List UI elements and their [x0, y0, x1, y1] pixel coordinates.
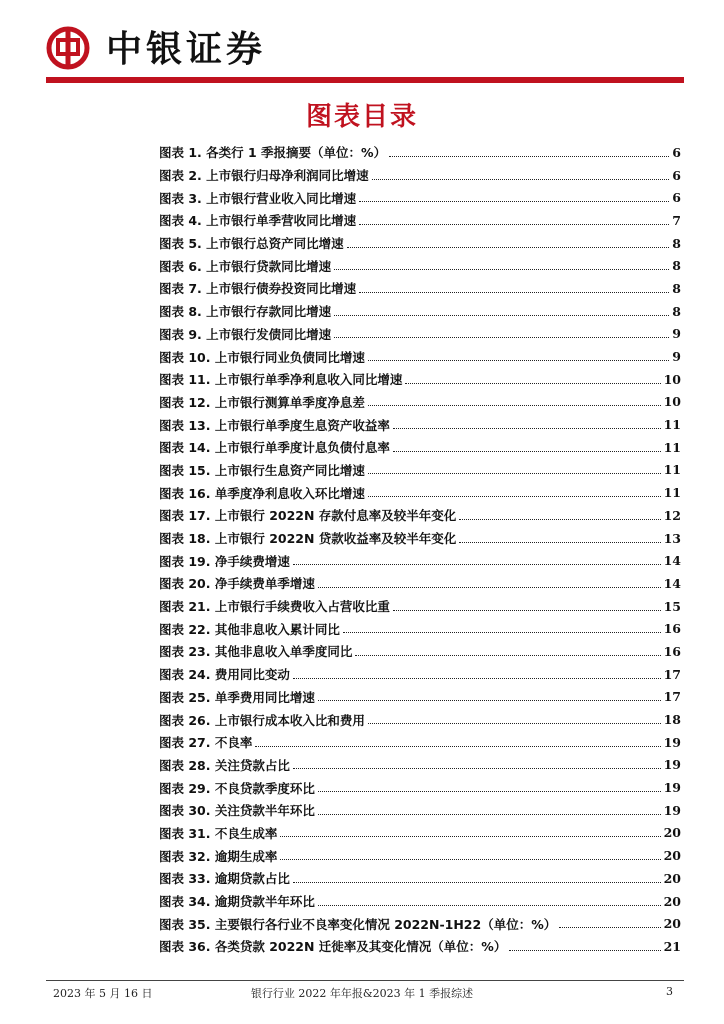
- toc-entry[interactable]: [159, 504, 681, 527]
- footer-page-number: 3: [666, 985, 673, 998]
- toc-entry-page: 20: [663, 825, 681, 841]
- page-header: [46, 26, 686, 82]
- toc-entry-page: 10: [663, 394, 681, 410]
- toc-entry[interactable]: [159, 686, 681, 709]
- toc-leader-dots: [368, 496, 661, 497]
- toc-entry-page: 11: [663, 417, 681, 433]
- toc-entry-page: 6: [672, 190, 681, 206]
- toc-entry-label: 图表 8. 上市银行存款同比增速: [159, 304, 332, 320]
- toc-leader-dots: [293, 768, 661, 769]
- page-title: 图表目录: [305, 102, 418, 132]
- toc-entry-page: 8: [672, 258, 681, 274]
- toc-entry[interactable]: [159, 391, 681, 414]
- toc-entry-label: 图表 2. 上市银行归母净利润同比增速: [159, 168, 369, 184]
- toc-entry[interactable]: [159, 186, 681, 209]
- toc-entry-page: 11: [663, 462, 681, 478]
- toc-entry-page: 8: [672, 303, 681, 319]
- toc-entry-page: 20: [663, 916, 681, 932]
- toc-leader-dots: [405, 383, 660, 384]
- toc-leader-dots: [393, 451, 661, 452]
- toc-entry-label: 图表 28. 关注贷款占比: [159, 757, 290, 773]
- toc-entry-label: 图表 30. 关注贷款半年环比: [159, 803, 315, 819]
- toc-entry-label: 图表 11. 上市银行单季净利息收入同比增速: [159, 372, 403, 388]
- toc-entry-label: 图表 17. 上市银行 2022N 存款付息率及较半年变化: [159, 508, 457, 524]
- toc-leader-dots: [293, 882, 661, 883]
- toc-leader-dots: [334, 337, 669, 338]
- toc-entry-label: 图表 34. 逾期贷款半年环比: [159, 894, 315, 910]
- toc-leader-dots: [359, 292, 669, 293]
- toc-leader-dots: [368, 723, 661, 724]
- toc-leader-dots: [334, 315, 669, 316]
- toc-entry-page: 17: [663, 689, 681, 705]
- toc-entry-label: 图表 33. 逾期贷款占比: [159, 871, 290, 887]
- toc-entry[interactable]: [159, 617, 681, 640]
- toc-leader-dots: [318, 700, 661, 701]
- toc-entry[interactable]: [159, 708, 681, 731]
- toc-leader-dots: [372, 179, 670, 180]
- toc-entry[interactable]: [159, 345, 681, 368]
- toc-leader-dots: [280, 836, 660, 837]
- toc-entry-page: 12: [663, 507, 681, 523]
- toc-entry-page: 9: [672, 326, 681, 342]
- toc-leader-dots: [459, 519, 660, 520]
- toc-entry-page: 7: [672, 212, 681, 228]
- toc-entry-label: 图表 1. 各类行 1 季报摘要（单位：%）: [159, 145, 387, 161]
- toc-entry-page: 14: [663, 575, 681, 591]
- toc-entry[interactable]: [159, 776, 681, 799]
- toc-leader-dots: [318, 814, 661, 815]
- toc-entry[interactable]: [159, 595, 681, 618]
- toc-leader-dots: [280, 859, 660, 860]
- toc-entry[interactable]: [159, 323, 681, 346]
- toc-entry[interactable]: [159, 254, 681, 277]
- toc-entry-page: 19: [663, 802, 681, 818]
- toc-entry-page: 21: [663, 938, 681, 954]
- toc-leader-dots: [318, 587, 661, 588]
- toc-leader-dots: [318, 905, 661, 906]
- toc-entry-label: 图表 6. 上市银行贷款同比增速: [159, 258, 332, 274]
- toc-entry-label: 图表 24. 费用同比变动: [159, 667, 290, 683]
- toc-entry-page: 8: [672, 280, 681, 296]
- toc-entry-label: 图表 9. 上市银行发债同比增速: [159, 326, 332, 342]
- toc-leader-dots: [255, 746, 660, 747]
- toc-entry[interactable]: [159, 799, 681, 822]
- header-divider: [46, 77, 684, 83]
- toc-entry-label: 图表 12. 上市银行测算单季度净息差: [159, 394, 365, 410]
- toc-entry-page: 10: [663, 371, 681, 387]
- toc-entry-label: 图表 15. 上市银行生息资产同比增速: [159, 462, 365, 478]
- toc-entry-label: 图表 5. 上市银行总资产同比增速: [159, 236, 344, 252]
- toc-entry[interactable]: [159, 822, 681, 845]
- toc-entry-label: 图表 22. 其他非息收入累计同比: [159, 621, 340, 637]
- toc-entry-page: 19: [663, 734, 681, 750]
- toc-leader-dots: [293, 678, 661, 679]
- bank-of-china-logo-icon: [46, 26, 90, 70]
- toc-entry[interactable]: [159, 640, 681, 663]
- toc-leader-dots: [355, 655, 660, 656]
- toc-leader-dots: [459, 542, 660, 543]
- toc-entry-page: 15: [663, 598, 681, 614]
- toc-entry[interactable]: [159, 890, 681, 913]
- toc-leader-dots: [368, 405, 661, 406]
- toc-entry-label: 图表 4. 上市银行单季营收同比增速: [159, 213, 357, 229]
- toc-leader-dots: [359, 224, 669, 225]
- toc-entry-label: 图表 3. 上市银行营业收入同比增速: [159, 190, 357, 206]
- toc-entry-page: 18: [663, 712, 681, 728]
- toc-entry-page: 9: [672, 349, 681, 365]
- toc-leader-dots: [389, 156, 669, 157]
- toc-entry-page: 13: [663, 530, 681, 546]
- toc-entry-page: 20: [663, 870, 681, 886]
- toc-entry-page: 19: [663, 757, 681, 773]
- toc-entry[interactable]: [159, 663, 681, 686]
- toc-entry-label: 图表 10. 上市银行同业负债同比增速: [159, 349, 365, 365]
- toc-entry-label: 图表 20. 净手续费单季增速: [159, 576, 315, 592]
- toc-entry-page: 17: [663, 666, 681, 682]
- toc-entry-label: 图表 31. 不良生成率: [159, 825, 278, 841]
- toc-entry-label: 图表 18. 上市银行 2022N 贷款收益率及较半年变化: [159, 531, 457, 547]
- toc-entry[interactable]: [159, 413, 681, 436]
- toc-entry[interactable]: [159, 300, 681, 323]
- toc-leader-dots: [509, 950, 660, 951]
- toc-leader-dots: [334, 269, 669, 270]
- toc-entry-label: 图表 7. 上市银行债券投资同比增速: [159, 281, 357, 297]
- toc-entry[interactable]: [159, 232, 681, 255]
- toc-entry-page: 11: [663, 439, 681, 455]
- toc-entry-label: 图表 23. 其他非息收入单季度同比: [159, 644, 353, 660]
- toc-entry-page: 11: [663, 485, 681, 501]
- toc-entry[interactable]: [159, 935, 681, 958]
- toc-entry[interactable]: [159, 912, 681, 935]
- toc-entry-label: 图表 21. 上市银行手续费收入占营收比重: [159, 599, 390, 615]
- toc-entry-label: 图表 27. 不良率: [159, 735, 253, 751]
- toc-entry[interactable]: [159, 481, 681, 504]
- toc-entry-label: 图表 26. 上市银行成本收入比和费用: [159, 712, 365, 728]
- toc-entry[interactable]: [159, 731, 681, 754]
- toc-leader-dots: [347, 247, 670, 248]
- toc-entry[interactable]: [159, 436, 681, 459]
- toc-entry-page: 20: [663, 893, 681, 909]
- toc-entry[interactable]: [159, 209, 681, 232]
- toc-entry-page: 19: [663, 780, 681, 796]
- toc-entry[interactable]: [159, 459, 681, 482]
- footer-document-title: 银行行业 2022 年年报&2023 年 1 季报综述: [250, 987, 474, 1000]
- footer-divider: [46, 980, 684, 981]
- toc-entry[interactable]: [159, 867, 681, 890]
- table-of-figures: [159, 141, 681, 958]
- brand-name: 中银证券: [106, 29, 267, 70]
- toc-entry-label: 图表 19. 净手续费增速: [159, 553, 290, 569]
- toc-leader-dots: [359, 201, 669, 202]
- toc-entry[interactable]: [159, 164, 681, 187]
- toc-entry[interactable]: [159, 572, 681, 595]
- toc-leader-dots: [559, 927, 660, 928]
- toc-entry[interactable]: [159, 368, 681, 391]
- toc-entry-label: 图表 25. 单季费用同比增速: [159, 689, 315, 705]
- toc-entry-label: 图表 14. 上市银行单季度计息负债付息率: [159, 440, 390, 456]
- toc-entry-label: 图表 16. 单季度净利息收入环比增速: [159, 485, 365, 501]
- toc-leader-dots: [343, 632, 661, 633]
- toc-entry[interactable]: [159, 277, 681, 300]
- toc-entry-page: 6: [672, 144, 681, 160]
- toc-entry-label: 图表 35. 主要银行各行业不良率变化情况 2022N-1H22（单位：%）: [159, 916, 557, 932]
- toc-leader-dots: [318, 791, 661, 792]
- toc-entry-page: 14: [663, 553, 681, 569]
- toc-entry[interactable]: [159, 527, 681, 550]
- toc-leader-dots: [368, 360, 669, 361]
- toc-entry-label: 图表 32. 逾期生成率: [159, 848, 278, 864]
- toc-leader-dots: [368, 473, 661, 474]
- toc-entry-label: 图表 13. 上市银行单季度生息资产收益率: [159, 417, 390, 433]
- toc-entry[interactable]: [159, 844, 681, 867]
- toc-entry-page: 6: [672, 167, 681, 183]
- footer-date: 2023 年 5 月 16 日: [53, 987, 153, 1000]
- toc-entry-label: 图表 29. 不良贷款季度环比: [159, 780, 315, 796]
- toc-entry-label: 图表 36. 各类贷款 2022N 迁徙率及其变化情况（单位：%）: [159, 939, 507, 955]
- toc-leader-dots: [293, 564, 661, 565]
- toc-entry-page: 16: [663, 643, 681, 659]
- toc-entry[interactable]: [159, 141, 681, 164]
- toc-leader-dots: [393, 428, 661, 429]
- toc-entry-page: 8: [672, 235, 681, 251]
- toc-entry-page: 16: [663, 621, 681, 637]
- toc-entry[interactable]: [159, 754, 681, 777]
- toc-leader-dots: [393, 610, 661, 611]
- toc-entry-page: 20: [663, 848, 681, 864]
- toc-entry[interactable]: [159, 549, 681, 572]
